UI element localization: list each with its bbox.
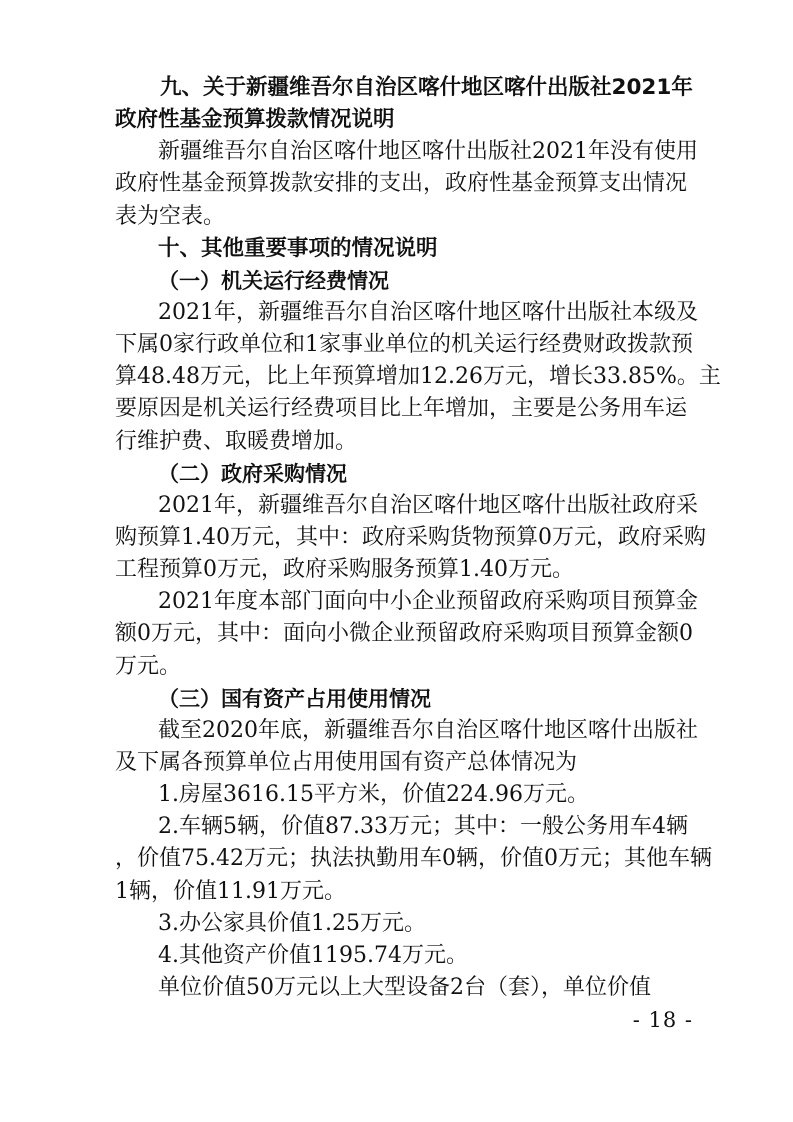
- page-number: - 18 -: [632, 1008, 693, 1032]
- paragraph-line: 算48.48万元，比上年预算增加12.26万元，增长33.85%。主: [115, 364, 721, 389]
- paragraph-line: 2021年，新疆维吾尔自治区喀什地区喀什出版社政府采: [158, 493, 698, 518]
- subsection-1-heading: （一）机关运行经费情况: [158, 269, 389, 293]
- section-9-heading-line-1: 九、关于新疆维吾尔自治区喀什地区喀什出版社2021年: [160, 75, 693, 100]
- section-10-heading: 十、其他重要事项的情况说明: [158, 236, 438, 261]
- list-item-4: 4.其他资产价值1195.74万元。: [158, 943, 468, 968]
- paragraph-line: 2021年，新疆维吾尔自治区喀什地区喀什出版社本级及: [158, 300, 698, 325]
- paragraph-line: 万元。: [115, 654, 182, 679]
- list-item-2-continued: 1辆，价值11.91万元。: [115, 879, 346, 904]
- paragraph-line: 及下属各预算单位占用使用国有资产总体情况为: [115, 750, 578, 775]
- subsection-3-heading: （三）国有资产占用使用情况: [158, 687, 431, 711]
- paragraph-line: 截至2020年底，新疆维吾尔自治区喀什地区喀什出版社: [158, 718, 698, 743]
- paragraph-line: 购预算1.40万元，其中：政府采购货物预算0万元，政府采购: [115, 525, 706, 550]
- list-item-3: 3.办公家具价值1.25万元。: [158, 911, 426, 936]
- paragraph-line: 下属0家行政单位和1家事业单位的机关运行经费财政拨款预: [115, 332, 693, 357]
- section-9-heading-line-2: 政府性基金预算拨款情况说明: [115, 107, 395, 132]
- paragraph-line: 表为空表。: [115, 204, 226, 229]
- paragraph-line: 政府性基金预算拨款安排的支出，政府性基金预算支出情况: [115, 171, 688, 196]
- subsection-2-heading: （二）政府采购情况: [158, 462, 347, 486]
- paragraph-line: 额0万元，其中：面向小微企业预留政府采购项目预算金额0: [115, 621, 693, 646]
- paragraph-line: 新疆维吾尔自治区喀什地区喀什出版社2021年没有使用: [158, 139, 698, 164]
- paragraph-line: 行维护费、取暖费增加。: [115, 429, 358, 454]
- list-item-2: 2.车辆5辆，价值87.33万元；其中：一般公务用车4辆: [158, 814, 688, 839]
- list-item-1: 1.房屋3616.15平方米，价值224.96万元。: [158, 782, 589, 807]
- paragraph-line: 工程预算0万元，政府采购服务预算1.40万元。: [115, 557, 574, 582]
- paragraph-line: 要原因是机关运行经费项目比上年增加，主要是公务用车运: [115, 396, 688, 421]
- list-item-2-continued: ，价值75.42万元；执法执勤用车0辆，价值0万元；其他车辆: [115, 846, 712, 871]
- paragraph-line: 单位价值50万元以上大型设备2台（套），单位价值: [158, 975, 651, 1000]
- paragraph-line: 2021年度本部门面向中小企业预留政府采购项目预算金: [158, 589, 698, 614]
